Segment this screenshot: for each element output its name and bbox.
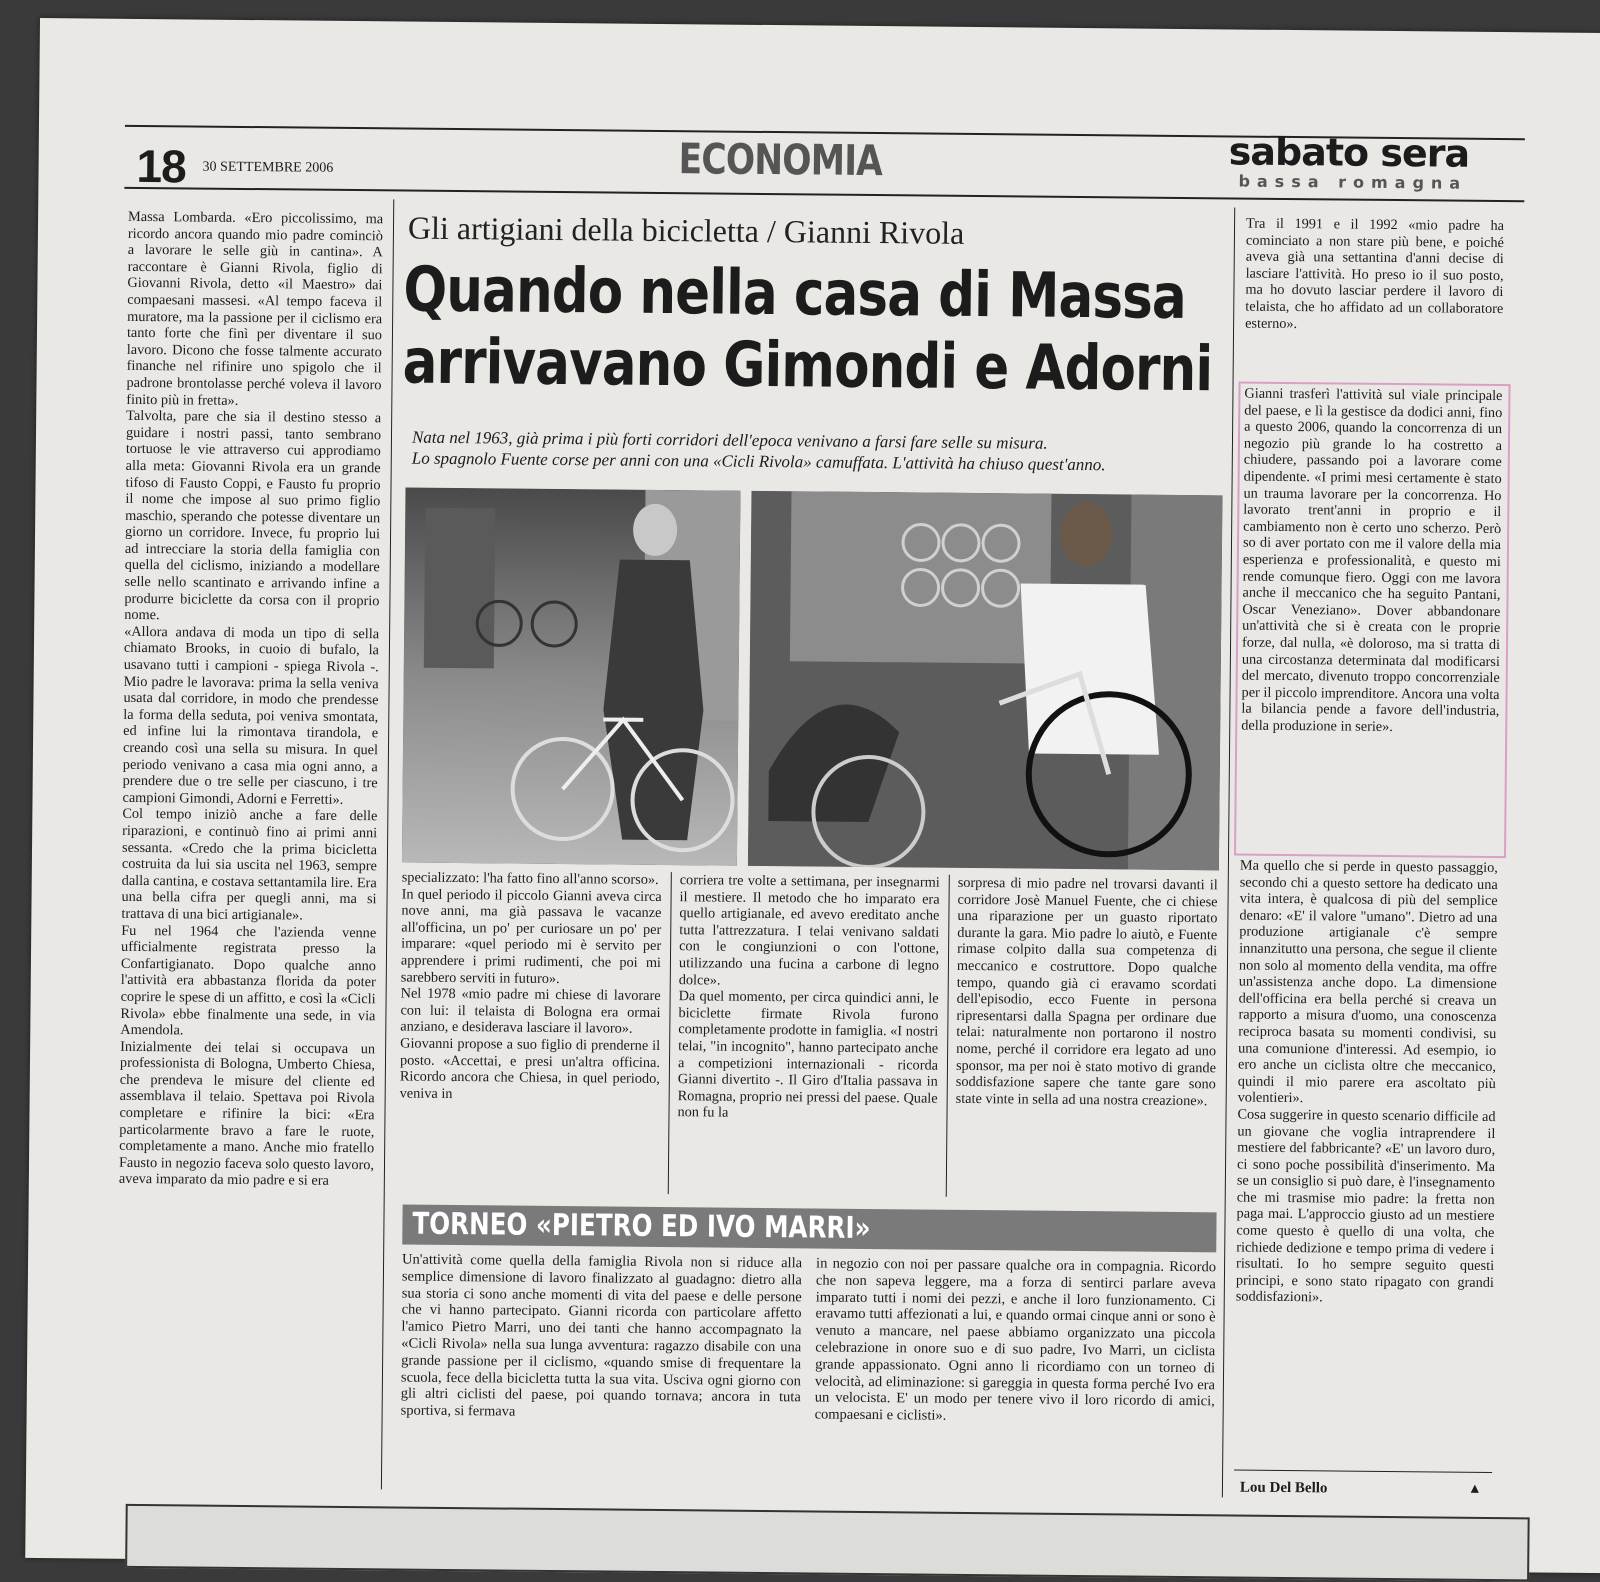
column-divider — [668, 872, 672, 1194]
sidebar-title: TORNEO «PIETRO ED IVO MARRI» — [412, 1206, 871, 1247]
masthead-subtitle: bassa romagna — [1238, 171, 1468, 193]
headline-line-1: Quando nella casa di Massa — [403, 252, 1187, 334]
article-column-4 — [956, 875, 1218, 1110]
article-column-3 — [677, 872, 939, 1123]
photo-man-with-bicycle — [402, 488, 741, 866]
article-column-2 — [400, 870, 662, 1105]
sidebar-column-left — [401, 1252, 803, 1424]
paragraph: Un'attività come quella della famiglia Rivola non si riduce alla semplice dimensione di lavoro finalizzato al guadagno: dietro alla sua storia ci sono anche momenti di vita del paese e delle persone che vi hanno partecipato. Gianni ricorda con particolare affetto l'amico Pietro Marri, uno dei tanti che hanno accompagnato la «Cicli Rivola» nella sua lunga avventura: ragazzo disabile con una grande passione per il ciclismo, «quando smise di frequentare la scuola, fece della bicicletta tutta la sua vita. Usciva ogni giorno con gli altri ciclisti del paese, poi quando tornava; ancora in tuta sportiva, si fermava — [400, 1251, 803, 1420]
article-kicker: Gli artigiani della bicicletta / Gianni Rivola — [407, 209, 965, 251]
paragraph: Ma quello che si perde in questo passaggio, secondo chi a questo settore ha dedicato una vita intera, è qualcosa di più del semplice denaro: «E' il valore "umano". Dietro ad una produzione artigianale c'è sempre innanzitutto una persona, che segue il cliente non solo al momento della vendita, ma offre un'assistenza anche dopo. La dimensione dell'officina era bella perché si creava un rapporto a misura d'uomo, una conoscenza reciproca basata su momenti condivisi, su una comunione d'interessi. Ad esempio, io ero anche un ciclista oltre che meccanico, quindi il mio parere era ascoltato più volentieri». — [1237, 857, 1498, 1107]
paragraph: Talvolta, pare che sia il destino stesso a guidare i nostri passi, tanto sembrano tortuose le vie attraverso cui approdiamo alla meta: Giovanni Rivola era un grande tifoso di Fausto Coppi, e Fausto fu proprio il nome che impose al suo primo figlio maschio, sperando che potesse diventare un giorno un corridore. Invece, fu proprio lui ad intrecciare la storia della famiglia con quella del ciclismo, iniziando a modellare selle nello scantinato e arrivando infine a produrre biciclette da corsa con il proprio nome. — [124, 407, 382, 624]
article-headline — [402, 252, 1213, 406]
byline: Lou Del Bello — [1239, 1479, 1328, 1497]
page-number: 18 — [136, 139, 187, 193]
section-title: ECONOMIA — [678, 134, 883, 186]
deck-line-2: Lo spagnolo Fuente corse per anni con una «Cicli Rivola» camuffata. L'attività ha chiuso quest'anno. — [411, 448, 1106, 475]
column-divider — [946, 875, 950, 1197]
paragraph: In quel periodo il piccolo Gianni aveva circa nove anni, ma già passava le vacanze all'officina, un po' per curiosare un po' per imparare: «quel periodo mi è servito per apprendere i primi rudimenti, che poi mi sarebbero serviti in futuro». — [400, 886, 662, 987]
article-column-5-boxed — [1241, 386, 1502, 737]
headline-line-2: arrivavano Gimondi e Adorni — [402, 324, 1213, 406]
article-column-5-bottom — [1236, 858, 1498, 1308]
paragraph: Massa Lombarda. «Ero piccolissimo, ma ricordo ancora quando mio padre cominciò a lavorare le selle giù in cantina». A raccontare è Gianni Rivola, figlio di Giovanni Rivola, detto «il Maestro» dai compaesani massesi. «Al tempo faceva il muratore, ma la passione per il ciclismo era tanto forte che finì per diventare il suo lavoro. Dicono che fosse talmente accurato finanche nel rifinire uno spigolo che il padrone brontolasse perché voleva il lavoro finito più in fretta». — [126, 208, 384, 409]
paragraph: Fu nel 1964 che l'azienda venne ufficialmente registrata presso la Confartigianato. Dopo qualche anno l'attività era abbastanza florida da poter coprire le spese di un affitto, e così la «Cicli Rivola» ebbe finalmente una sede, in via Amendola. — [120, 922, 377, 1039]
sidebar-banner — [402, 1205, 1216, 1253]
paragraph: specializzato: l'ha fatto fino all'anno scorso». — [401, 869, 659, 888]
byline-rule — [1234, 1470, 1492, 1473]
paragraph: Col tempo iniziò anche a fare delle riparazioni, e continuò fino ai primi anni sessanta. «Credo che la prima bicicletta costruita da lui sia uscita nel 1963, sempre dalla cantina, e costava settantamila lire. Era una bella cifra per quegli anni, ma si trattava di una bici artigianale». — [121, 806, 378, 924]
paragraph: corriera tre volte a settimana, per insegnarmi il mestiere. Il metodo che ho imparato era quello artigianale, ed avevo ereditato anche tutta l'attrezzatura. I telai venivano saldati con le congiunzioni o con l'ottone, utilizzando una fucina a carbone di legno dolce». — [678, 872, 940, 989]
paragraph: Giovanni propose a suo figlio di prenderne il posto. «Accettai, e presi un'altra officina. Ricordo ancora che Chiesa, in quel periodo, veniva in — [399, 1035, 661, 1102]
paragraph: Da quel momento, per circa quindici anni, le biciclette firmate Rivola furono completamente prodotte in famiglia. «I nostri telai, "in incognito", hanno partecipato anche a competizioni internazionali - ricorda Gianni divertito -. Il Giro d'Italia passava in Romagna, proprio nei pressi del paese. Quale non fu la — [677, 988, 939, 1121]
article-column-1 — [119, 209, 383, 1190]
paragraph: Tra il 1991 e il 1992 «mio padre ha cominciato a non stare più bene, e poiché aveva già una settantina d'anni decise di lasciare l'attività. Ho preso io il suo posto, ma ho dovuto lasciar perdere il lavoro di telaista, che ho affidato ad un collaboratore esterno». — [1245, 215, 1505, 332]
paragraph: Nel 1978 «mio padre mi chiese di lavorare con lui: il telaista di Bologna era ormai anziano, e desiderava lasciare il lavoro». — [400, 985, 661, 1038]
article-deck — [412, 427, 1232, 477]
paragraph: «Allora andava di moda un tipo di sella chiamato Brooks, in cuoio di bufalo, la usavano tutti i campioni - spiega Rivola -. Mio padre le lavorava: prima la sella veniva usata dal corridore, in modo che prendesse la forma della seduta, poi veniva smontata, ed infine lui la rimontava tirandola, e creando così una sella su misura. In quel periodo venivano a casa mia ogni anno, a prendere due o tre selle per ciascuno, i tre campioni Gimondi, Adorni e Ferretti». — [122, 623, 380, 808]
paragraph: Gianni trasferì l'attività sul viale principale del paese, e lì la gestisce da dodici anni, fino a questo 2006, quando la concorrenza di un negozio più grande lo ha costretto a chiudere, passando poi a lavorare come dipendente. «I primi mesi certamente è stato un trauma lavorare per la concorrenza. Ho lavorato trent'anni in proprio e il cambiamento non è certo uno scherzo. Però so di aver portato con me il valore della mia esperienza e professionalità, e questo mi rende comunque fiero. Oggi con me lavora anche il meccanico che ha seguito Pantani, Oscar Veneziano». Dover abbandonare un'attività che si è creata con le proprie forze, dal nulla, «è doloroso, ma si tratta di una circostanza determinata dal modificarsi del mercato, divenuto troppo concorrenziale per il piccolo imprenditore. Ancora una volta la bilancia pende a favore dell'industria, della produzione in serie». — [1241, 385, 1503, 735]
masthead: sabato sera — [1228, 129, 1470, 176]
sidebar-column-right — [815, 1256, 1217, 1428]
paragraph: sorpresa di mio padre nel trovarsi davanti il corridore Josè Manuel Fuente, che ci chiese una riparazione per un guasto riportato durante la gara. Mio padre lo aiutò, e Fuente rimase colpito dalla sua competenza di meccanico e costruttore. Dopo qualche tempo, quando già ci eravamo scordati dell'episodio, ecco Fuente in persona ripresentarsi dalla Spagna per ordinare due telai: naturalmente non portarono il nostro nome, perché il corridore era legato ad uno sponsor, ma per noi è stato motivo di grande soddisfazione sapere che tante gare sono state vinte in sella ad una nostra creazione». — [955, 874, 1218, 1109]
deck-line-1: Nata nel 1963, già prima i più forti corridori dell'epoca venivano a farsi fare selle su misura. — [411, 427, 1048, 453]
issue-date: 30 SETTEMBRE 2006 — [202, 159, 334, 176]
paragraph: Cosa suggerire in questo scenario difficile ad un giovane che voglia intraprendere il mestiere del fabbricante? «E' un lavoro duro, ci sono poche possibilità d'inserimento. Ma se un consiglio si può dare, è l'insegnamento che mi trasmise mio padre: la fretta non paga mai. L'approccio giusto ad un mestiere come questo è quello di una volta, che richiede dedizione e tempo prima di vedere i risultati. Io ho sempre seguito questi principi, e sono stato ripagato con grandi soddisfazioni». — [1235, 1106, 1496, 1306]
advertisement-box — [125, 1504, 1530, 1581]
column-divider — [381, 199, 394, 1489]
paragraph: Inizialmente dei telai si occupava un professionista di Bologna, Umberto Chiesa, che prendeva le misure del cliente ed assemblava il telaio. Spettava poi Rivola completare e rifinire la bici: «Era particolarmente bravo a fare le ruote, completamente a mano. Anche mio fratello Fausto in negozio faceva solo questo lavoro, aveva imparato da mio padre e si era — [118, 1038, 376, 1190]
end-mark: ▲ — [1467, 1481, 1482, 1497]
article-column-5-top — [1245, 216, 1504, 335]
newspaper-page — [25, 18, 1600, 1573]
paragraph: in negozio con noi per passare qualche ora in compagnia. Ricordo che non sapeva leggere, ma a forza di sentirci parlare aveva imparato tutti i nomi dei pezzi, e anche il loro funzionamento. Ci eravamo tutti affezionati a lui, e quando ormai cinque anni or sono è venuto a mancare, nel paese abbiamo organizzato una piccola celebrazione in onore suo e di suo padre, Ivo Marri, un ciclista grande appassionato. Ogni anno li ricordiamo con un torneo di velocità, ad eliminazione: si gareggia in questa forma perché Ivo era un velocista. E' un modo per tenere vivo il loro ricordo di amici, compaesani e ciclisti». — [814, 1255, 1217, 1424]
photo-workshop — [748, 491, 1223, 871]
